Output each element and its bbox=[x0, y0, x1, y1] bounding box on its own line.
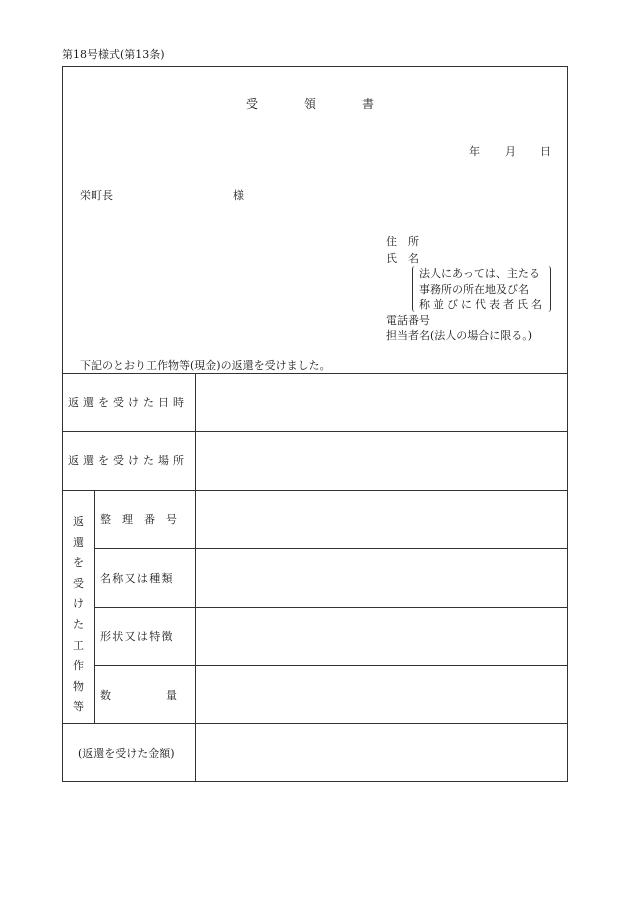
applicant-contact-label: 担当者名(法人の場合に限る。) bbox=[386, 329, 533, 342]
returned-amount-cell[interactable] bbox=[196, 724, 567, 781]
returned-items-group-label: 返 還 を 受 け た 工 作 物 等 bbox=[73, 515, 84, 714]
quantity-cell[interactable] bbox=[196, 666, 567, 723]
date-year: 年 bbox=[469, 145, 480, 158]
sub-item-name-or-type: 名称又は種類 bbox=[100, 572, 174, 585]
frame-bottom bbox=[62, 781, 568, 782]
return-datetime-cell[interactable] bbox=[196, 374, 567, 431]
date-day: 日 bbox=[540, 145, 551, 158]
sub-item-shape-or-feature: 形状又は特徴 bbox=[100, 630, 174, 643]
corporate-note-line-1: 法人にあっては、主たる bbox=[419, 267, 540, 280]
applicant-address-label: 住 所 bbox=[386, 235, 419, 248]
table-divider bbox=[94, 490, 95, 724]
honorific: 様 bbox=[233, 189, 244, 202]
return-datetime-label: 返還を受けた日時 bbox=[68, 396, 188, 409]
shape-or-feature-cell[interactable] bbox=[196, 608, 567, 665]
returned-amount-label: (返還を受けた金額) bbox=[78, 747, 175, 760]
name-or-type-cell[interactable] bbox=[196, 549, 567, 607]
form-number: 第18号様式(第13条) bbox=[62, 48, 165, 61]
sub-item-quantity: 数 量 bbox=[100, 689, 177, 702]
sub-item-serial-number: 整 理 番 号 bbox=[100, 513, 177, 526]
return-place-label: 返還を受けた場所 bbox=[68, 454, 188, 467]
frame-right bbox=[567, 66, 568, 782]
return-place-cell[interactable] bbox=[196, 432, 567, 490]
applicant-name-label: 氏 名 bbox=[386, 252, 419, 265]
corporate-note-line-2: 事務所の所在地及び名 bbox=[419, 283, 529, 296]
frame-top bbox=[62, 66, 568, 67]
statement: 下記のとおり工作物等(現金)の返還を受けました。 bbox=[80, 359, 331, 372]
applicant-phone-label: 電話番号 bbox=[386, 314, 430, 327]
document-title: 受領書 bbox=[246, 97, 421, 111]
corporate-note-line-3: 称並びに代表者氏名 bbox=[419, 298, 545, 311]
serial-number-cell[interactable] bbox=[196, 491, 567, 548]
date-month: 月 bbox=[505, 145, 516, 158]
addressee: 栄町長 bbox=[80, 189, 113, 202]
